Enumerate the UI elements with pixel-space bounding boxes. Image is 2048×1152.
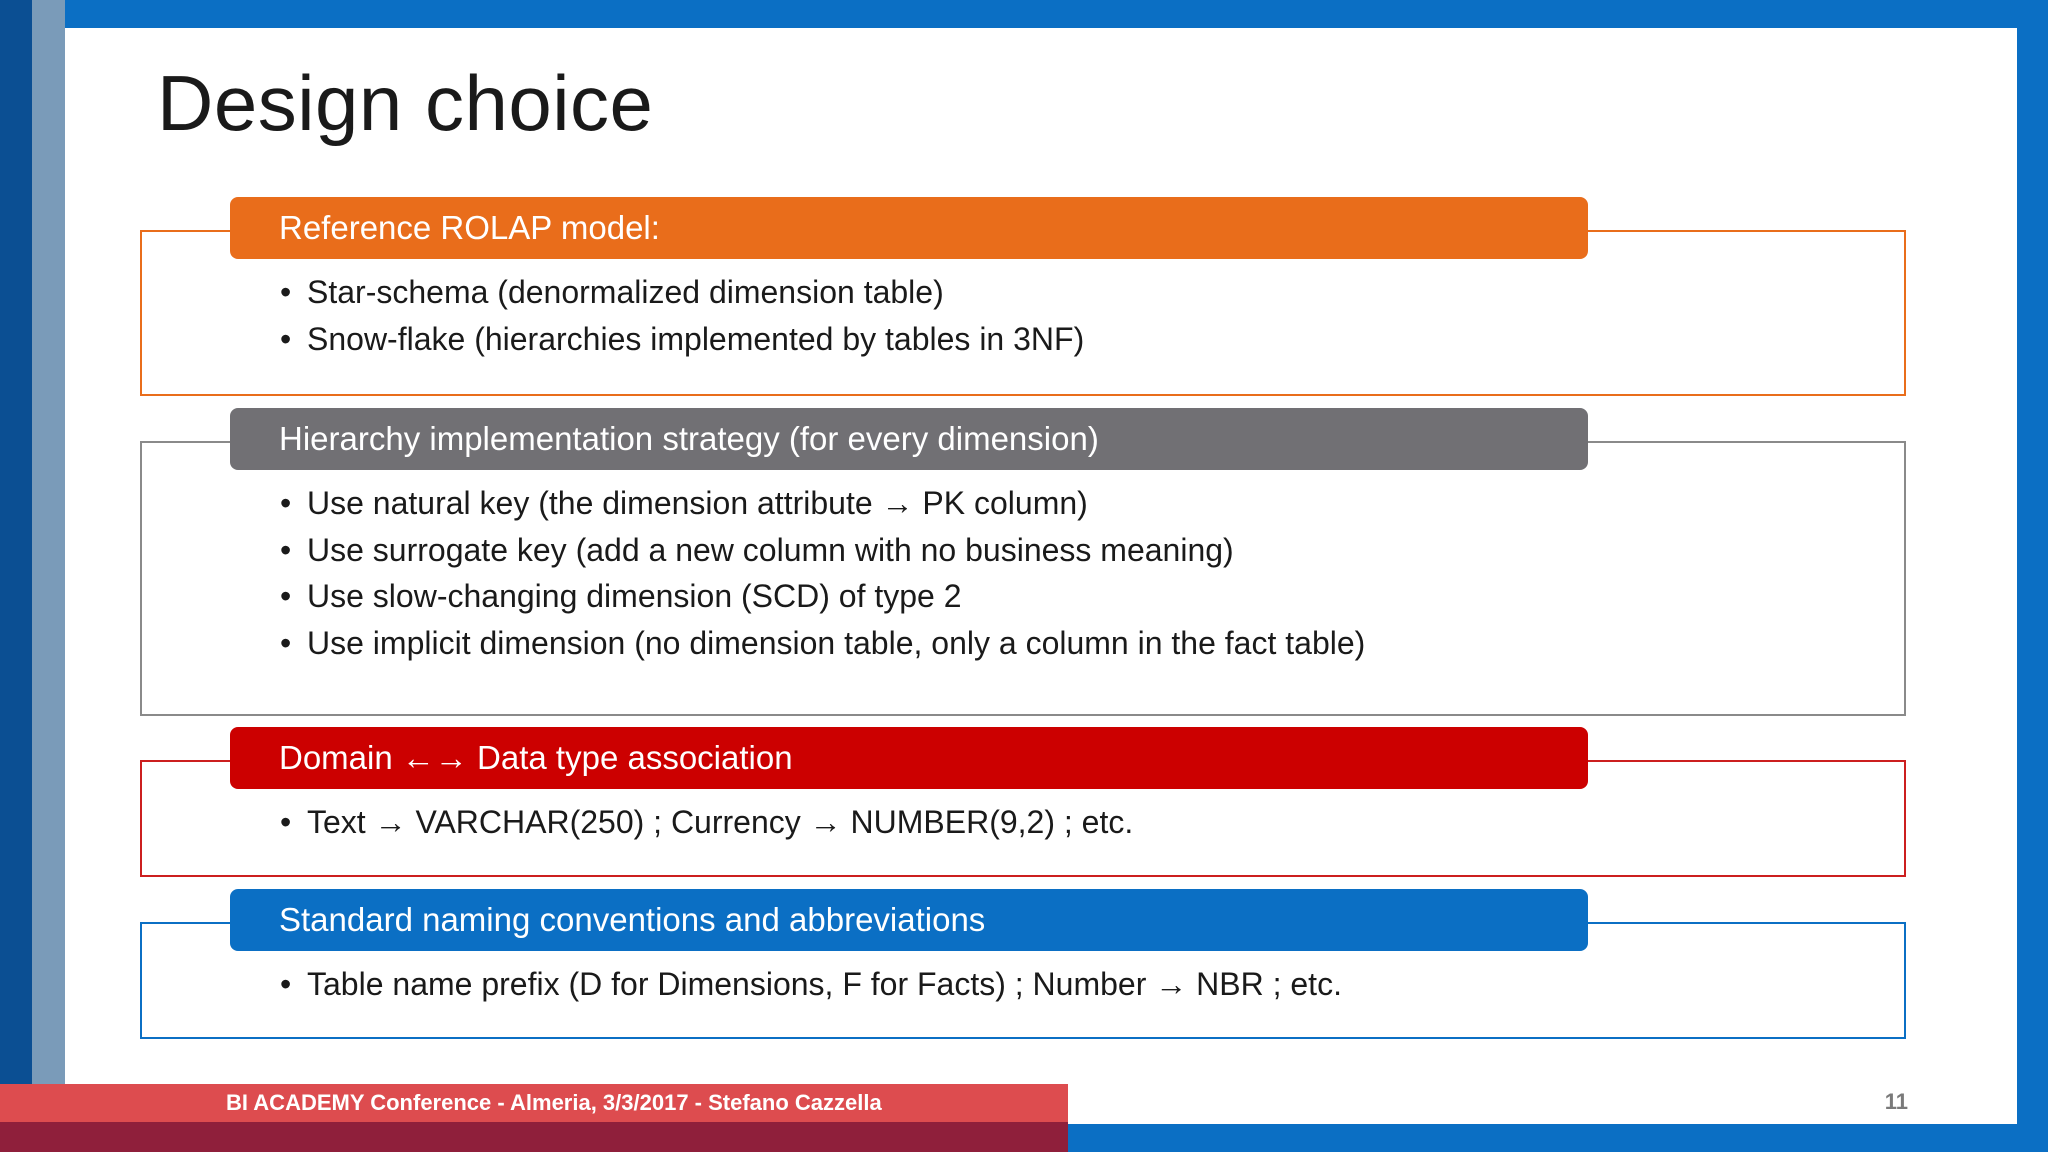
section-rolap-list bbox=[280, 269, 1084, 362]
section-domain-header: Domain ←→ Data type association bbox=[230, 727, 1588, 789]
section-hierarchy-header: Hierarchy implementation strategy (for every dimension) bbox=[230, 408, 1588, 470]
left-accent-dark bbox=[0, 0, 32, 1152]
list-item: • Table name prefix (D for Dimensions, F for Facts) ; Number → NBR ; etc. bbox=[280, 961, 1342, 1008]
section-naming-list bbox=[280, 961, 1342, 1008]
section-hierarchy-list bbox=[280, 480, 1365, 666]
list-item: • Star-schema (denormalized dimension table) bbox=[280, 269, 1084, 316]
list-item: • Text → VARCHAR(250) ; Currency → NUMBER(9,2) ; etc. bbox=[280, 799, 1133, 846]
section-naming-header: Standard naming conventions and abbreviations bbox=[230, 889, 1588, 951]
list-item: • Snow-flake (hierarchies implemented by tables in 3NF) bbox=[280, 316, 1084, 363]
footer-text: BI ACADEMY Conference - Almeria, 3/3/2017 - Stefano Cazzella bbox=[226, 1090, 882, 1115]
section-domain-list bbox=[280, 799, 1133, 846]
section-rolap-header: Reference ROLAP model: bbox=[230, 197, 1588, 259]
slide-title: Design choice bbox=[157, 59, 654, 147]
list-item: • Use slow-changing dimension (SCD) of type 2 bbox=[280, 573, 1365, 620]
list-item: • Use natural key (the dimension attribute → PK column) bbox=[280, 480, 1365, 527]
page-number: 11 bbox=[1884, 1089, 1908, 1114]
list-item: • Use surrogate key (add a new column with no business meaning) bbox=[280, 527, 1365, 574]
left-accent-light bbox=[32, 0, 65, 1152]
list-item: • Use implicit dimension (no dimension table, only a column in the fact table) bbox=[280, 620, 1365, 667]
